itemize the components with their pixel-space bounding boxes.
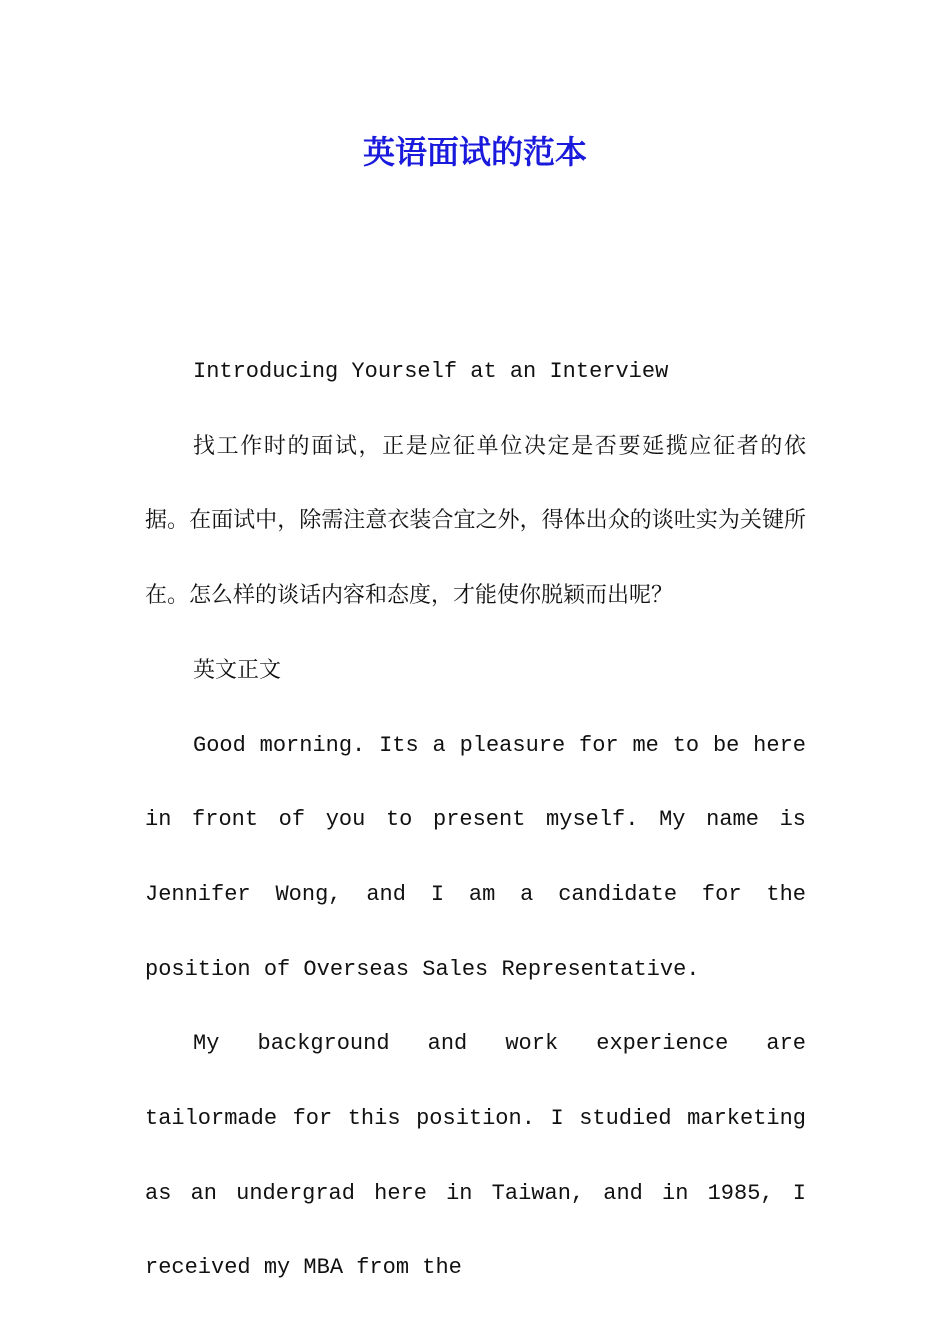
- paragraph-label-english-text: 英文正文: [193, 657, 282, 683]
- paragraph-background: My background and work experience are tailormade for this position. I studied marketing as an undergrad here in Taiwan, and in 1985, I received my MBA from the: [145, 1031, 806, 1281]
- paragraph-intro-chinese: 找工作时的面试，正是应征单位决定是否要延揽应征者的依据。在面试中，除需注意衣装合宜之外，得体出众的谈吐实为关键所在。怎么样的谈话内容和态度，才能使你脱颖而出呢？: [145, 433, 806, 609]
- paragraph-greeting: Good morning. Its a pleasure for me to be here in front of you to present myself. My name is Jennifer Wong, and I am a candidate for the position of Overseas Sales Representative.: [145, 732, 806, 982]
- document-title: 英语面试的范本: [362, 133, 587, 171]
- document-body: [145, 335, 806, 1306]
- paragraph-heading-english: Introducing Yourself at an Interview: [193, 359, 669, 384]
